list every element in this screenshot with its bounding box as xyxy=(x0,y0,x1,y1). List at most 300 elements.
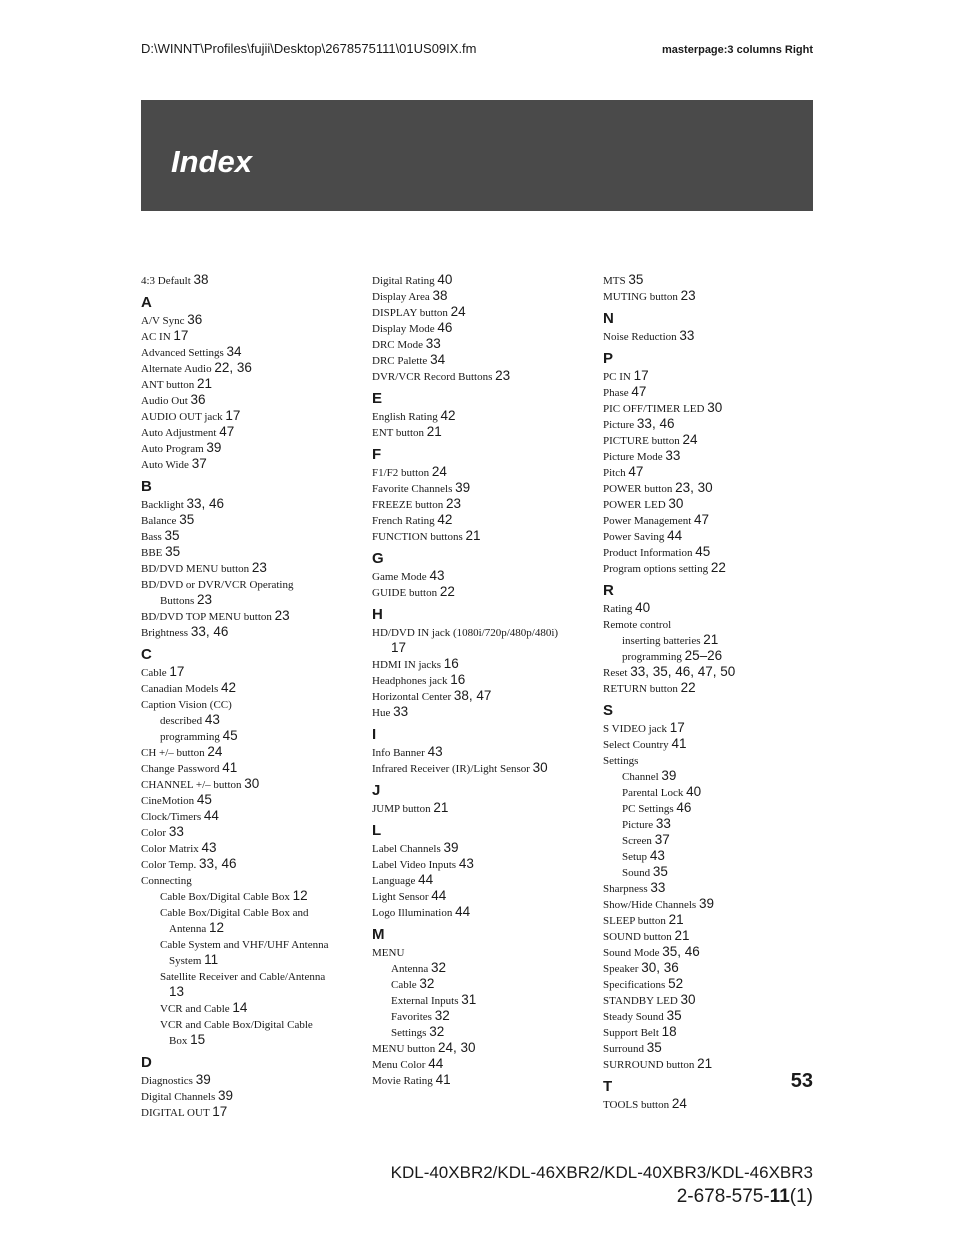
index-entry xyxy=(372,640,597,656)
index-entry xyxy=(141,456,366,472)
index-entry xyxy=(372,272,597,288)
entry-term: Product Information xyxy=(603,547,696,559)
index-entry xyxy=(603,720,828,736)
entry-term: Auto Program xyxy=(141,443,207,455)
entry-pages: 33, 46 xyxy=(199,856,237,871)
index-entry xyxy=(141,920,366,936)
entry-term: Antenna xyxy=(391,963,432,975)
entry-term: Advanced Settings xyxy=(141,347,227,359)
index-entry xyxy=(372,992,597,1008)
entry-pages: 45 xyxy=(196,792,212,807)
entry-pages: 47 xyxy=(631,384,647,399)
entry-pages: 24 xyxy=(207,744,223,759)
index-entry xyxy=(603,544,828,560)
index-entry xyxy=(603,416,828,432)
index-entry xyxy=(603,848,828,864)
entry-pages: 39 xyxy=(661,768,677,783)
index-entry xyxy=(141,624,366,640)
entry-term: Diagnostics xyxy=(141,1075,196,1087)
entry-term: Cable System and VHF/UHF Antenna xyxy=(160,939,329,951)
index-entry xyxy=(603,368,828,384)
entry-pages: 38 xyxy=(193,272,209,287)
entry-term: Phase xyxy=(603,387,632,399)
entry-term: 4:3 Default xyxy=(141,275,194,287)
entry-term: Picture xyxy=(603,419,637,431)
entry-term: Reset xyxy=(603,667,631,679)
entry-term: Auto Adjustment xyxy=(141,427,220,439)
index-letter-heading: M xyxy=(372,926,385,943)
index-entry xyxy=(372,336,597,352)
index-entry xyxy=(603,616,828,632)
entry-pages: 24 xyxy=(671,1096,687,1111)
index-entry xyxy=(372,528,597,544)
entry-term: Alternate Audio xyxy=(141,363,215,375)
index-letter-heading: E xyxy=(372,390,383,407)
index-entry xyxy=(603,448,828,464)
entry-term: Logo Illumination xyxy=(372,907,456,919)
entry-pages: 37 xyxy=(191,456,207,471)
index-group xyxy=(372,726,597,776)
index-entry xyxy=(141,680,366,696)
entry-term: VCR and Cable xyxy=(160,1003,233,1015)
entry-term: BBE xyxy=(141,547,166,559)
index-entry xyxy=(372,1040,597,1056)
index-group xyxy=(372,926,597,1088)
index-entry xyxy=(372,480,597,496)
index-entry xyxy=(372,304,597,320)
entry-pages: 17 xyxy=(633,368,649,383)
entry-term: STANDBY LED xyxy=(603,995,681,1007)
entry-term: BD/DVD TOP MENU button xyxy=(141,611,275,623)
entry-term: programming xyxy=(622,651,685,663)
index-entry xyxy=(372,352,597,368)
index-entry xyxy=(141,312,366,328)
entry-pages: 33 xyxy=(425,336,441,351)
entry-term: HDMI IN jacks xyxy=(372,659,444,671)
entry-term: System xyxy=(169,955,205,967)
index-entry xyxy=(603,528,828,544)
index-entry xyxy=(603,832,828,848)
entry-term: Canadian Models xyxy=(141,683,222,695)
entry-term: CineMotion xyxy=(141,795,197,807)
index-letter-heading: R xyxy=(603,582,614,599)
index-entry xyxy=(603,648,828,664)
entry-pages: 35 xyxy=(646,1040,662,1055)
entry-term: SLEEP button xyxy=(603,915,669,927)
entry-pages: 52 xyxy=(668,976,684,991)
entry-term: Menu Color xyxy=(372,1059,429,1071)
entry-pages: 25–26 xyxy=(684,648,723,663)
index-entry xyxy=(141,408,366,424)
index-letter-heading: J xyxy=(372,782,381,799)
entry-pages: 17 xyxy=(212,1104,228,1119)
entry-pages: 23 xyxy=(445,496,461,511)
index-entry xyxy=(141,808,366,824)
entry-pages: 21 xyxy=(433,800,449,815)
entry-term: AC IN xyxy=(141,331,174,343)
index-entry xyxy=(141,936,366,952)
entry-term: English Rating xyxy=(372,411,441,423)
index-entry xyxy=(372,688,597,704)
entry-term: FREEZE button xyxy=(372,499,446,511)
entry-pages: 33, 46 xyxy=(636,416,675,431)
index-entry xyxy=(603,512,828,528)
index-entry xyxy=(603,816,828,832)
entry-pages: 42 xyxy=(440,408,456,423)
index-entry xyxy=(141,824,366,840)
index-letter-heading: N xyxy=(603,310,614,327)
index-entry xyxy=(603,560,828,576)
index-entry xyxy=(141,856,366,872)
entry-term: Power Saving xyxy=(603,531,668,543)
entry-term: MTS xyxy=(603,275,629,287)
index-entry xyxy=(603,1008,828,1024)
entry-term: DIGITAL OUT xyxy=(141,1107,213,1119)
index-entry xyxy=(141,344,366,360)
entry-pages: 39 xyxy=(218,1088,234,1103)
entry-pages: 32 xyxy=(429,1024,445,1039)
entry-pages: 40 xyxy=(635,600,651,615)
index-entry xyxy=(603,328,828,344)
entry-term: Remote control xyxy=(603,619,672,631)
entry-term: Horizontal Center xyxy=(372,691,454,703)
index-entry xyxy=(603,1096,828,1112)
entry-pages: 35 xyxy=(652,864,668,879)
entry-term: Digital Rating xyxy=(372,275,438,287)
entry-term: RETURN button xyxy=(603,683,681,695)
index-entry xyxy=(141,840,366,856)
entry-pages: 46 xyxy=(437,320,453,335)
index-entry xyxy=(372,408,597,424)
entry-term: DRC Palette xyxy=(372,355,431,367)
entry-pages: 21 xyxy=(426,424,442,439)
entry-pages: 14 xyxy=(232,1000,248,1015)
index-group xyxy=(603,272,828,304)
entry-term: Color Temp. xyxy=(141,859,199,871)
index-entry xyxy=(372,760,597,776)
entry-term: Color xyxy=(141,827,169,839)
entry-term: POWER LED xyxy=(603,499,669,511)
entry-pages: 42 xyxy=(437,512,453,527)
index-entry xyxy=(372,1008,597,1024)
index-entry xyxy=(603,896,828,912)
entry-term: MENU button xyxy=(372,1043,438,1055)
index-entry xyxy=(141,728,366,744)
index-entry xyxy=(141,1088,366,1104)
entry-term: Connecting xyxy=(141,875,192,887)
entry-term: Sound xyxy=(622,867,653,879)
index-entry xyxy=(603,944,828,960)
index-entry xyxy=(603,600,828,616)
entry-term: Cable Box/Digital Cable Box xyxy=(160,891,293,903)
index-group xyxy=(141,272,366,288)
index-entry xyxy=(603,1024,828,1040)
entry-term: PC IN xyxy=(603,371,634,383)
entry-pages: 44 xyxy=(667,528,683,543)
model-list: KDL-40XBR2/KDL-46XBR2/KDL-40XBR3/KDL-46XBR3 xyxy=(390,1163,813,1182)
entry-term: Cable xyxy=(141,667,170,679)
index-letter-heading: P xyxy=(603,350,614,367)
entry-pages: 33 xyxy=(665,448,681,463)
entry-term: MENU xyxy=(372,947,405,959)
index-entry xyxy=(372,568,597,584)
index-entry xyxy=(372,288,597,304)
index-entry xyxy=(372,624,597,640)
index-group xyxy=(141,294,366,472)
entry-term: Change Password xyxy=(141,763,223,775)
index-group xyxy=(372,550,597,600)
index-letter-heading: B xyxy=(141,478,152,495)
index-entry xyxy=(141,1032,366,1048)
index-entry xyxy=(372,960,597,976)
index-entry xyxy=(603,496,828,512)
entry-term: Display Area xyxy=(372,291,433,303)
doc-number-suffix: (1) xyxy=(789,1186,813,1207)
index-group xyxy=(372,272,597,384)
entry-pages: 30 xyxy=(532,760,548,775)
entry-term: Settings xyxy=(391,1027,430,1039)
entry-term: Satellite Receiver and Cable/Antenna xyxy=(160,971,326,983)
entry-term: S VIDEO jack xyxy=(603,723,670,735)
index-entry xyxy=(603,1040,828,1056)
index-entry xyxy=(141,576,366,592)
index-letter-heading: T xyxy=(603,1078,613,1095)
entry-pages: 35 xyxy=(666,1008,682,1023)
index-entry xyxy=(141,872,366,888)
index-group xyxy=(141,1054,366,1120)
entry-term: Channel xyxy=(622,771,662,783)
entry-term: JUMP button xyxy=(372,803,434,815)
index-entry xyxy=(603,784,828,800)
entry-pages: 15 xyxy=(190,1032,206,1047)
index-entry xyxy=(141,792,366,808)
index-entry xyxy=(372,856,597,872)
entry-term: VCR and Cable Box/Digital Cable xyxy=(160,1019,313,1031)
entry-term: Movie Rating xyxy=(372,1075,436,1087)
index-entry xyxy=(603,288,828,304)
entry-pages: 21 xyxy=(697,1056,713,1071)
index-group xyxy=(603,702,828,1072)
entry-term: Program options setting xyxy=(603,563,711,575)
index-entry xyxy=(603,768,828,784)
index-group xyxy=(141,646,366,1048)
entry-term: DISPLAY button xyxy=(372,307,451,319)
entry-pages: 24 xyxy=(450,304,466,319)
index-letter-heading: F xyxy=(372,446,382,463)
index-entry xyxy=(141,512,366,528)
entry-pages: 35 xyxy=(164,528,180,543)
entry-pages: 41 xyxy=(435,1072,451,1087)
entry-pages: 38, 47 xyxy=(453,688,492,703)
index-letter-heading: C xyxy=(141,646,152,663)
entry-pages: 42 xyxy=(221,680,237,695)
entry-pages: 21 xyxy=(674,928,690,943)
index-entry xyxy=(603,976,828,992)
index-entry xyxy=(372,888,597,904)
index-entry xyxy=(141,376,366,392)
entry-term: Pitch xyxy=(603,467,629,479)
entry-pages: 43 xyxy=(458,856,474,871)
entry-pages: 34 xyxy=(226,344,242,359)
index-entry xyxy=(141,696,366,712)
entry-pages: 33, 46 xyxy=(190,624,229,639)
index-entry xyxy=(603,432,828,448)
entry-term: Color Matrix xyxy=(141,843,202,855)
entry-pages: 33, 35, 46, 47, 50 xyxy=(630,664,736,679)
index-letter-heading: L xyxy=(372,822,382,839)
entry-term: Favorites xyxy=(391,1011,435,1023)
entry-term: CHANNEL +/– button xyxy=(141,779,245,791)
index-entry xyxy=(372,584,597,600)
entry-pages: 43 xyxy=(204,712,220,727)
entry-pages: 35 xyxy=(179,512,195,527)
entry-pages: 44 xyxy=(428,1056,444,1071)
index-entry xyxy=(603,960,828,976)
entry-term: programming xyxy=(160,731,223,743)
entry-pages: 21 xyxy=(465,528,481,543)
index-entry xyxy=(603,464,828,480)
entry-pages: 22 xyxy=(680,680,696,695)
entry-pages: 43 xyxy=(429,568,445,583)
entry-term: Surround xyxy=(603,1043,647,1055)
entry-term: Audio Out xyxy=(141,395,191,407)
entry-term: PC Settings xyxy=(622,803,677,815)
entry-pages: 36 xyxy=(187,312,203,327)
entry-pages: 30 xyxy=(244,776,260,791)
index-entry xyxy=(372,368,597,384)
entry-term: Label Channels xyxy=(372,843,444,855)
entry-pages: 44 xyxy=(418,872,434,887)
entry-pages: 30, 36 xyxy=(641,960,679,975)
index-entry xyxy=(141,984,366,1000)
index-entry xyxy=(603,736,828,752)
entry-pages: 23 xyxy=(680,288,696,303)
entry-pages: 39 xyxy=(455,480,471,495)
entry-pages: 22 xyxy=(439,584,455,599)
doc-number-bold: 11 xyxy=(769,1186,790,1207)
entry-term: Hue xyxy=(372,707,394,719)
index-entry xyxy=(603,880,828,896)
entry-pages: 43 xyxy=(649,848,665,863)
entry-term: CH +/– button xyxy=(141,747,208,759)
entry-term: Headphones jack xyxy=(372,675,451,687)
index-group xyxy=(603,310,828,344)
entry-term: Support Belt xyxy=(603,1027,662,1039)
entry-term: DRC Mode xyxy=(372,339,426,351)
entry-pages: 35 xyxy=(165,544,181,559)
entry-pages: 47 xyxy=(628,464,644,479)
entry-pages: 22 xyxy=(710,560,726,575)
index-entry xyxy=(603,928,828,944)
index-entry xyxy=(141,744,366,760)
index-entry xyxy=(141,1104,366,1120)
entry-term: Backlight xyxy=(141,499,187,511)
entry-term: Auto Wide xyxy=(141,459,192,471)
entry-term: described xyxy=(160,715,205,727)
entry-term: BD/DVD MENU button xyxy=(141,563,252,575)
entry-term: AUDIO OUT jack xyxy=(141,411,226,423)
index-entry xyxy=(141,392,366,408)
index-column-1 xyxy=(141,272,366,1120)
entry-term: Light Sensor xyxy=(372,891,432,903)
entry-pages: 31 xyxy=(461,992,477,1007)
index-group xyxy=(372,446,597,544)
entry-pages: 24 xyxy=(431,464,447,479)
index-entry xyxy=(141,664,366,680)
entry-term: PICTURE button xyxy=(603,435,683,447)
entry-pages: 30 xyxy=(680,992,696,1007)
entry-pages: 46 xyxy=(676,800,692,815)
index-entry xyxy=(141,1016,366,1032)
entry-pages: 36 xyxy=(190,392,206,407)
index-group xyxy=(141,478,366,640)
index-entry xyxy=(141,496,366,512)
entry-pages: 34 xyxy=(430,352,446,367)
entry-term: Select Country xyxy=(603,739,672,751)
entry-term: Specifications xyxy=(603,979,669,991)
index-group xyxy=(372,390,597,440)
entry-pages: 32 xyxy=(419,976,435,991)
index-entry xyxy=(372,872,597,888)
index-entry xyxy=(141,272,366,288)
entry-pages: 39 xyxy=(443,840,459,855)
entry-pages: 47 xyxy=(694,512,710,527)
entry-pages: 33 xyxy=(168,824,184,839)
entry-pages: 44 xyxy=(431,888,447,903)
entry-pages: 12 xyxy=(292,888,308,903)
index-entry xyxy=(141,1072,366,1088)
file-path: D:\WINNT\Profiles\fujii\Desktop\2678575111\01US09IX.fm xyxy=(141,41,477,56)
entry-term: inserting batteries xyxy=(622,635,704,647)
entry-term: Clock/Timers xyxy=(141,811,204,823)
entry-term: Label Video Inputs xyxy=(372,859,459,871)
index-entry xyxy=(603,384,828,400)
entry-term: Language xyxy=(372,875,419,887)
entry-term: A/V Sync xyxy=(141,315,188,327)
entry-term: Speaker xyxy=(603,963,642,975)
entry-term: Noise Reduction xyxy=(603,331,680,343)
entry-pages: 32 xyxy=(431,960,447,975)
index-entry xyxy=(141,952,366,968)
entry-term: Display Mode xyxy=(372,323,438,335)
entry-term: External Inputs xyxy=(391,995,462,1007)
entry-term: Setup xyxy=(622,851,650,863)
index-entry xyxy=(603,800,828,816)
index-entry xyxy=(141,544,366,560)
entry-term: SOUND button xyxy=(603,931,675,943)
entry-term: Sound Mode xyxy=(603,947,663,959)
entry-pages: 33 xyxy=(679,328,695,343)
entry-term: Cable xyxy=(391,979,420,991)
entry-term: FUNCTION buttons xyxy=(372,531,466,543)
index-entry xyxy=(141,560,366,576)
index-entry xyxy=(372,744,597,760)
entry-pages: 30 xyxy=(668,496,684,511)
entry-term: Buttons xyxy=(160,595,197,607)
index-entry xyxy=(141,968,366,984)
index-letter-heading: S xyxy=(603,702,614,719)
entry-term: Brightness xyxy=(141,627,191,639)
entry-term: Picture xyxy=(622,819,656,831)
entry-pages: 17 xyxy=(169,664,185,679)
index-group xyxy=(603,582,828,696)
entry-term: PIC OFF/TIMER LED xyxy=(603,403,708,415)
entry-term: Sharpness xyxy=(603,883,651,895)
entry-pages: 41 xyxy=(222,760,238,775)
index-entry xyxy=(372,976,597,992)
index-entry xyxy=(141,712,366,728)
entry-term: Digital Channels xyxy=(141,1091,218,1103)
